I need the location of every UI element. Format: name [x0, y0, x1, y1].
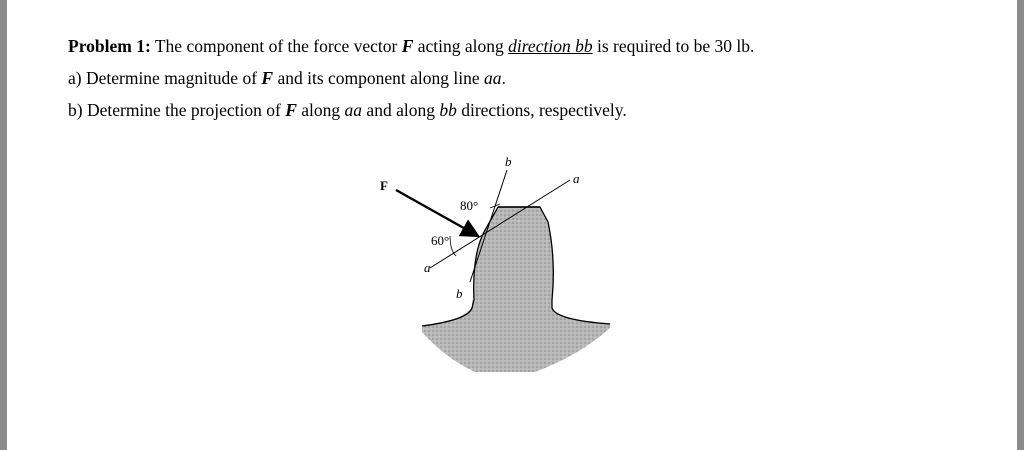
force-diagram	[360, 150, 630, 380]
line3-text-a: b) Determine the projection of	[68, 100, 281, 120]
line1-text-c: is required to be 30 lb.	[596, 36, 755, 56]
line2-text-a: a) Determine magnitude of	[68, 68, 258, 88]
line3-text-c: and along	[366, 100, 435, 120]
line-aa: aa	[484, 68, 502, 88]
problem-statement-line-1	[68, 36, 754, 57]
ground-base	[422, 300, 610, 372]
problem-statement-line-2	[68, 68, 506, 89]
direction-aa: aa	[344, 100, 363, 120]
label-b-bottom: b	[456, 286, 463, 301]
force-symbol: F	[261, 68, 274, 88]
force-label: F	[380, 178, 388, 193]
problem-statement-line-3	[68, 100, 627, 121]
angle-80-label: 80°	[460, 198, 479, 213]
direction-bb-link[interactable]: direction bb	[508, 36, 593, 56]
force-vector-F	[396, 190, 478, 236]
angle-60-label: 60°	[431, 233, 450, 248]
label-a-left: a	[424, 260, 431, 275]
label-a-right: a	[573, 171, 580, 186]
line1-text-b: acting along	[417, 36, 504, 56]
line3-text-d: directions, respectively.	[461, 100, 627, 120]
direction-bb: bb	[439, 100, 457, 120]
force-symbol: F	[401, 36, 414, 56]
label-b-top: b	[505, 154, 512, 169]
line2-text-b: and its component along line	[277, 68, 480, 88]
problem-heading: Problem 1:	[68, 36, 151, 56]
left-page-border	[0, 0, 7, 450]
line3-text-b: along	[301, 100, 341, 120]
force-symbol: F	[285, 100, 297, 120]
line1-text-a: The component of the force vector	[154, 36, 398, 56]
right-page-border	[1017, 0, 1024, 450]
line2-period: .	[501, 68, 506, 88]
